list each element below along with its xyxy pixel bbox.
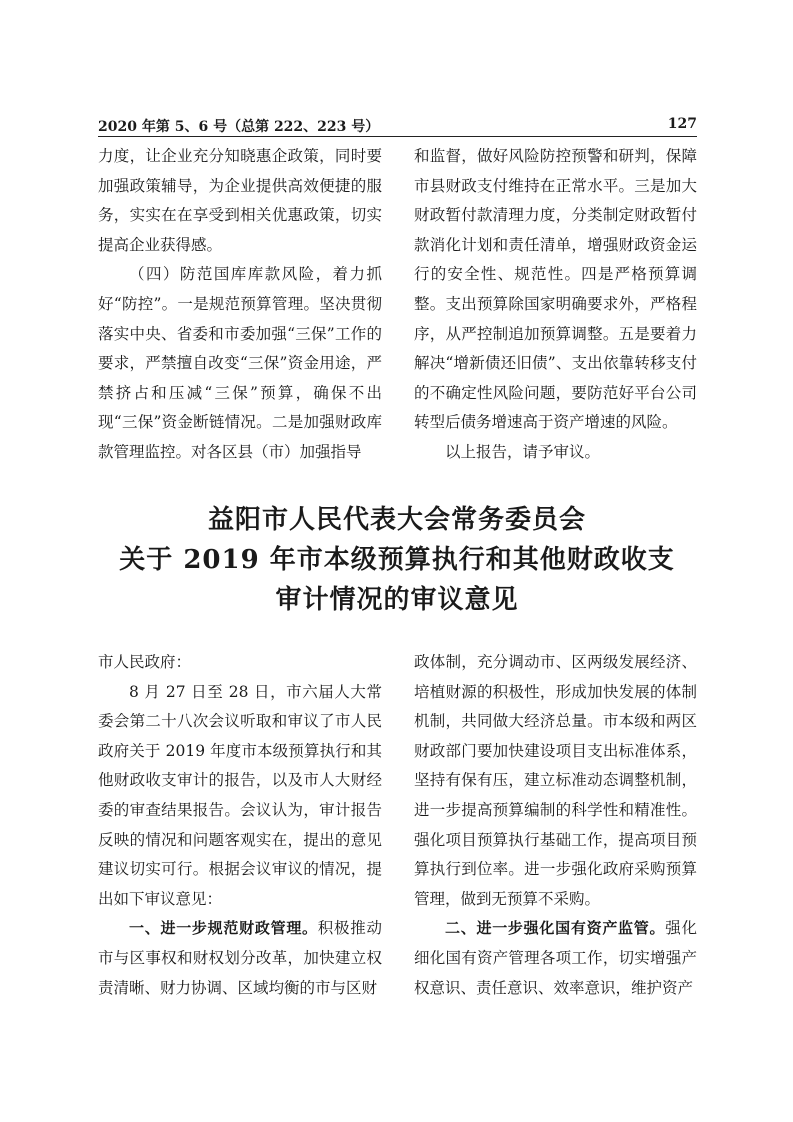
paragraph: 政体制，充分调动市、区两级发展经济、培植财源的积极性，形成加快发展的体制机制，共同做大经济总量。市本级和两区财政部门要加快建设项目支出标准体系，坚持有保有压，建立标准动态调整机制，进一步提高预算编制的科学性和精准性。强化项目预算执行基础工作，提高项目预算执行到位率。进一步强化政府采购预算管理，做到无预算不采购。 xyxy=(414,653,697,908)
issue-label: 2020 年第 5、6 号（总第 222、223 号） xyxy=(98,119,380,135)
paragraph-text: 强化细化国有资产管理各项工作，切实增强产权意识、责任意识、效率意识，维护资产 xyxy=(414,919,697,997)
section-heading: 二、进一步强化国有资产监管。 xyxy=(445,919,666,938)
running-header xyxy=(98,112,697,137)
salutation: 市人民政府： xyxy=(98,653,192,671)
paragraph: 力度，让企业充分知晓惠企政策，同时要加强政策辅导，为企业提供高效便捷的服务，实实在在享受到相关优惠政策，切实提高企业获得感。 xyxy=(98,147,382,254)
closing-line: 以上报告，请予审议。 xyxy=(445,442,601,461)
bottom-left-column xyxy=(98,648,382,1003)
title-line: 益阳市人民代表大会常务委员会 xyxy=(207,505,586,535)
page-number: 127 xyxy=(667,116,697,132)
top-right-column xyxy=(414,142,697,468)
section-heading: （四）防范国库库款风险，着力抓好“防控”。 xyxy=(98,265,382,313)
paragraph xyxy=(98,260,382,467)
paragraph: 8 月 27 日至 28 日，市六届人大常委会第二十八次会议听取和审议了市人民政府关于 2019 年度市本级预算执行和其他财政收支审计的报告，以及市人大财经委的审查结果报告。会议认为，审计报告反映的情况和问题客观实在，提出的意见建议切实可行。根据会议审议的情况，提出如下审议意见： xyxy=(98,682,382,908)
title-line: 审计情况的审议意见 xyxy=(275,585,519,615)
section-heading: 一、进一步规范财政管理。 xyxy=(129,919,318,938)
title-line: 关于 2019 年市本级预算执行和其他财政收支 xyxy=(119,545,675,575)
paragraph-text: 一是规范预算管理。坚决贯彻落实中央、省委和市委加强“三保”工作的要求，严禁擅自改变“三保”资金用途，严禁挤占和压减“三保”预算，确保不出现“三保”资金断链情况。二是加强财政库款管理监控。对各区县（市）加强指导 xyxy=(98,294,382,461)
bottom-right-column xyxy=(414,648,697,1003)
paragraph xyxy=(414,914,697,1003)
paragraph xyxy=(98,914,382,1003)
paragraph: 和监督，做好风险防控预警和研判，保障市县财政支付维持在正常水平。三是加大财政暂付款清理力度，分类制定财政暂付款消化计划和责任清单，增强财政资金运行的安全性、规范性。四是严格预算调整。支出预算除国家明确要求外，严格程序，从严控制追加预算调整。五是要着力解决“增新债还旧债”、支出依靠转移支付的不确定性风险问题，要防范好平台公司转型后债务增速高于资产增速的风险。 xyxy=(414,147,697,432)
document-title xyxy=(80,500,714,620)
top-left-column xyxy=(98,142,382,468)
paragraph-text: 积极推动市与区事权和财权划分改革，加快建立权责清晰、财力协调、区域均衡的市与区财 xyxy=(98,919,382,997)
